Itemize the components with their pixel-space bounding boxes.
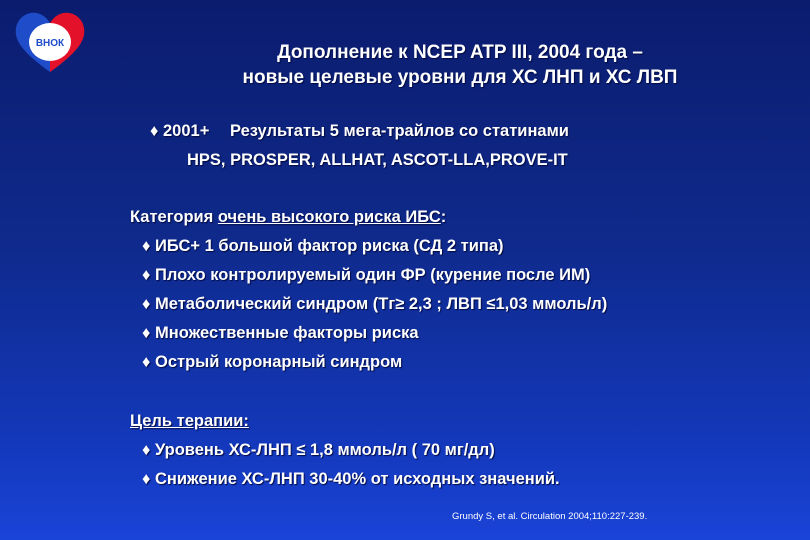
goal-heading: Цель терапии: — [130, 412, 249, 430]
category-item: ♦ Множественные факторы риска — [142, 324, 419, 342]
category-item: ♦ ИБС+ 1 большой фактор риска (СД 2 типа) — [142, 237, 504, 255]
category-item: ♦ Метаболический синдром (Тг≥ 2,3 ; ЛВП ≤1,03 ммоль/л) — [142, 295, 608, 313]
history-year: ♦ 2001+ — [150, 122, 210, 140]
category-block — [130, 203, 607, 377]
category-prefix: Категория — [130, 208, 214, 226]
category-suffix: : — [440, 208, 447, 226]
history-line-1: Результаты 5 мега-трайлов со статинами — [230, 122, 569, 140]
category-item: ♦ Острый коронарный синдром — [142, 353, 403, 371]
vnok-logo — [14, 10, 86, 74]
title-line-2: новые целевые уровни для ХС ЛНП и ХС ЛВП — [242, 67, 678, 88]
history-line-2: HPS, PROSPER, ALLHAT, ASCOT-LLA,PROVE-IT — [187, 151, 568, 169]
goal-block — [130, 407, 560, 494]
slide-title — [150, 40, 770, 90]
title-line-1: Дополнение к NCEP ATP III, 2004 года – — [277, 42, 643, 63]
goal-item: ♦ Уровень ХС-ЛНП ≤ 1,8 ммоль/л ( 70 мг/дл) — [142, 441, 495, 459]
logo-text: ВНОК — [35, 38, 65, 49]
reference-citation: Grundy S, et al. Circulation 2004;110:227-239. — [452, 511, 648, 522]
category-heading — [130, 203, 607, 232]
category-item: ♦ Плохо контролируемый один ФР (курение после ИМ) — [142, 266, 591, 284]
goal-item: ♦ Снижение ХС-ЛНП 30-40% от исходных значений. — [142, 470, 560, 488]
category-highlight: очень высокого риска ИБС — [217, 208, 441, 226]
history-block — [150, 117, 569, 175]
